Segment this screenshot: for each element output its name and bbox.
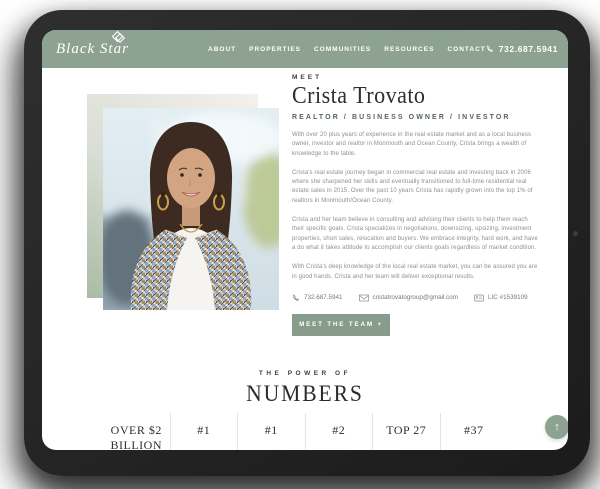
nav-item-about[interactable]: ABOUT xyxy=(208,45,237,53)
main-nav xyxy=(208,46,486,53)
tablet-frame xyxy=(24,10,590,476)
agent-name-heading: Crista Trovato xyxy=(292,83,426,109)
logo-diamond-icon xyxy=(108,31,128,45)
bio-paragraph: With Crista's deep knowledge of the local real estate market, you can be assured you are in good hands. Crista and her team will deliver exceptional results. xyxy=(292,264,538,280)
contact-phone-text: 732.687.5941 xyxy=(304,294,343,302)
stat-rank-3: #2 xyxy=(305,413,373,450)
nav-item-communities[interactable]: COMMUNITIES xyxy=(314,45,372,53)
contact-email-text: cristatrovatogroup@gmail.com xyxy=(372,294,459,302)
phone-icon xyxy=(486,45,494,53)
nav-item-resources[interactable]: RESOURCES xyxy=(384,45,435,53)
bio-paragraph: Crista and her team believe in consulting and advising their clients to help them reach their specific goals. Crista specializes in negotiations, downsizing, upsizing, investment properties, short sales, relocation and buyers. We embrace integrity, hard work, and have a do what it takes attitude to accomplish our clients goals regardless of market condition. xyxy=(292,217,538,251)
contact-row xyxy=(292,294,540,302)
stats-row xyxy=(103,413,507,450)
numbers-eyebrow: THE POWER OF xyxy=(258,370,352,377)
brand-logo[interactable] xyxy=(56,40,184,58)
stat-top-27: TOP 27 xyxy=(372,413,440,450)
stat-rank-37: #37 xyxy=(440,413,508,450)
scroll-to-top-button[interactable] xyxy=(545,415,568,439)
nav-item-properties[interactable]: PROPERTIES xyxy=(249,45,302,53)
phone-icon xyxy=(292,294,300,302)
stat-volume: OVER $2 BILLION xyxy=(110,423,162,450)
stat-rank-1: #1 xyxy=(170,413,238,450)
power-of-numbers-section xyxy=(42,370,568,450)
site-header xyxy=(42,30,568,68)
meet-the-team-button[interactable]: MEET THE TEAM + xyxy=(292,314,390,336)
contact-email[interactable] xyxy=(359,294,459,302)
contact-phone[interactable] xyxy=(292,294,343,302)
arrow-up-icon: ↑ xyxy=(554,421,560,433)
bio-paragraph: Crista's real estate journey began in commercial real estate and investing back in 2006 where she sharpened her skills and eventually transitioned to full-time residential real estate sales in 2015. Over the past 10 years Crista has rapidly grown into the top 1% of realtors in Monmouth/Ocean County. xyxy=(292,169,533,204)
id-card-icon xyxy=(474,294,484,302)
stat-rank-2: #1 xyxy=(237,413,305,450)
envelope-icon xyxy=(359,294,369,302)
header-phone-number: 732.687.5941 xyxy=(498,44,558,54)
agent-roles: REALTOR / BUSINESS OWNER / INVESTOR xyxy=(292,114,511,121)
contact-license-text: LIC #1539109 xyxy=(488,294,528,302)
logo-text: Black Star xyxy=(56,41,129,57)
website-screen xyxy=(42,30,568,450)
bio-paragraph: With over 20 plus years of experience in the real estate market and as a local business owner, investor and realtor in Monmouth and Ocean County, Crista brings a wealth of knowledge to the table. xyxy=(292,132,532,157)
agent-portrait xyxy=(103,108,279,310)
contact-license xyxy=(474,294,528,302)
agent-bio-section xyxy=(292,74,540,336)
header-phone-link[interactable] xyxy=(486,44,558,54)
nav-item-contact[interactable]: CONTACT xyxy=(447,45,486,53)
bio-eyebrow: MEET xyxy=(292,74,323,81)
numbers-title: NUMBERS xyxy=(246,381,364,406)
side-camera-dot xyxy=(573,231,578,236)
